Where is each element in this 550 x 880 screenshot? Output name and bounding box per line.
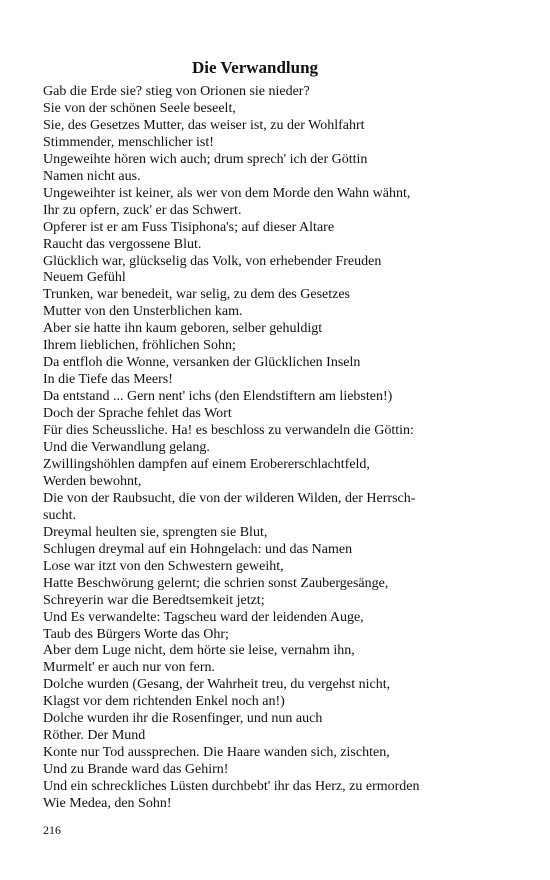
- poem-line: Gab die Erde sie? stieg von Orionen sie nieder?: [43, 84, 310, 99]
- page-number: 216: [43, 823, 61, 837]
- poem-line: Ungeweihter ist keiner, als wer von dem Morde den Wahn wähnt,: [43, 185, 411, 201]
- poem-line: Ungeweihte hören wich auch; drum sprech' ich der Göttin: [43, 151, 368, 167]
- poem-line: Dolche wurden ihr die Rosenfinger, und nun auch: [43, 711, 323, 727]
- poem-line: In die Tiefe das Meers!: [43, 372, 173, 388]
- poem-line: Wie Medea, den Sohn!: [43, 796, 172, 812]
- poem-title: Die Verwandlung: [191, 58, 319, 77]
- poem-line: Opferer ist er am Fuss Tisiphona's; auf dieser Altare: [43, 219, 335, 235]
- poem-line: Und Es verwandelte: Tagscheu ward der leidenden Auge,: [43, 609, 364, 625]
- poem-line: Ihr zu opfern, zuck' er das Schwert.: [43, 202, 242, 218]
- poem-line: Und die Verwandlung gelang.: [43, 440, 210, 456]
- poem-line: Stimmender, menschlicher ist!: [43, 134, 214, 150]
- poem-line: Schlugen dreymal auf ein Hohngelach: und das Namen: [43, 541, 353, 557]
- poem-line: Murmelt' er auch nur von fern.: [43, 660, 216, 676]
- poem-line: Ihrem lieblichen, fröhlichen Sohn;: [43, 338, 236, 354]
- poem-line: Klagst vor dem richtenden Enkel noch an!): [43, 694, 285, 710]
- poem-line: Raucht das vergossene Blut.: [43, 236, 202, 252]
- poem-line: Und zu Brande ward das Gehirn!: [43, 762, 229, 778]
- poem-line: Namen nicht aus.: [43, 168, 141, 184]
- poem-line: Schreyerin war die Beredtsemkeit jetzt;: [43, 592, 265, 608]
- poem-line: Trunken, war benedeit, war selig, zu dem des Gesetzes: [43, 287, 351, 303]
- poem-line: Mutter von den Unsterblichen kam.: [43, 304, 243, 320]
- poem-line: Aber dem Luge nicht, dem hörte sie leise, vernahm ihn,: [43, 643, 355, 659]
- poem-line: Hatte Beschwörung gelernt; die schrien sonst Zaubergesänge,: [43, 575, 389, 591]
- poem-body: [43, 84, 513, 813]
- poem-line: Röther. Der Mund: [43, 728, 146, 744]
- poem-line: Und ein schreckliches Lüsten durchbebt' ihr das Herz, zu ermorden: [43, 779, 420, 795]
- poem-line: Dreymal heulten sie, sprengten sie Blut,: [43, 524, 268, 540]
- poem-line: Aber sie hatte ihn kaum geboren, selber gehuldigt: [43, 321, 323, 337]
- poem-line: Da entstand ... Gern nent' ichs (den Elendstiftern am liebsten!): [43, 389, 393, 405]
- poem-line: Die von der Raubsucht, die von der wilderen Wilden, der Herrsch-: [43, 490, 416, 506]
- poem-line: Zwillingshöhlen dampfen auf einem Erobererschlachtfeld,: [43, 456, 370, 472]
- poem-line: Sie von der schönen Seele beseelt,: [43, 100, 236, 116]
- poem-line: Neuem Gefühl: [43, 270, 126, 286]
- poem-line: sucht.: [43, 507, 77, 523]
- poem-line: Werden bewohnt,: [43, 473, 142, 489]
- poem-line: Sie, des Gesetzes Mutter, das weiser ist, zu der Wohlfahrt: [43, 117, 365, 133]
- poem-line: Glücklich war, glückselig das Volk, von erhebender Freuden: [43, 253, 382, 269]
- poem-line: Taub des Bürgers Worte das Ohr;: [43, 626, 229, 642]
- poem-line: Da entfloh die Wonne, versanken der Glücklichen Inseln: [43, 355, 361, 371]
- poem-line: Für dies Scheussliche. Ha! es beschloss zu verwandeln die Göttin:: [43, 423, 414, 439]
- poem-line: Konte nur Tod aussprechen. Die Haare wanden sich, zischten,: [43, 745, 390, 761]
- poem-line: Lose war itzt von den Schwestern geweiht,: [43, 558, 284, 574]
- poem-line: Doch der Sprache fehlet das Wort: [43, 406, 232, 422]
- poem-line: Dolche wurden (Gesang, der Wahrheit treu, du vergehst nicht,: [43, 677, 391, 693]
